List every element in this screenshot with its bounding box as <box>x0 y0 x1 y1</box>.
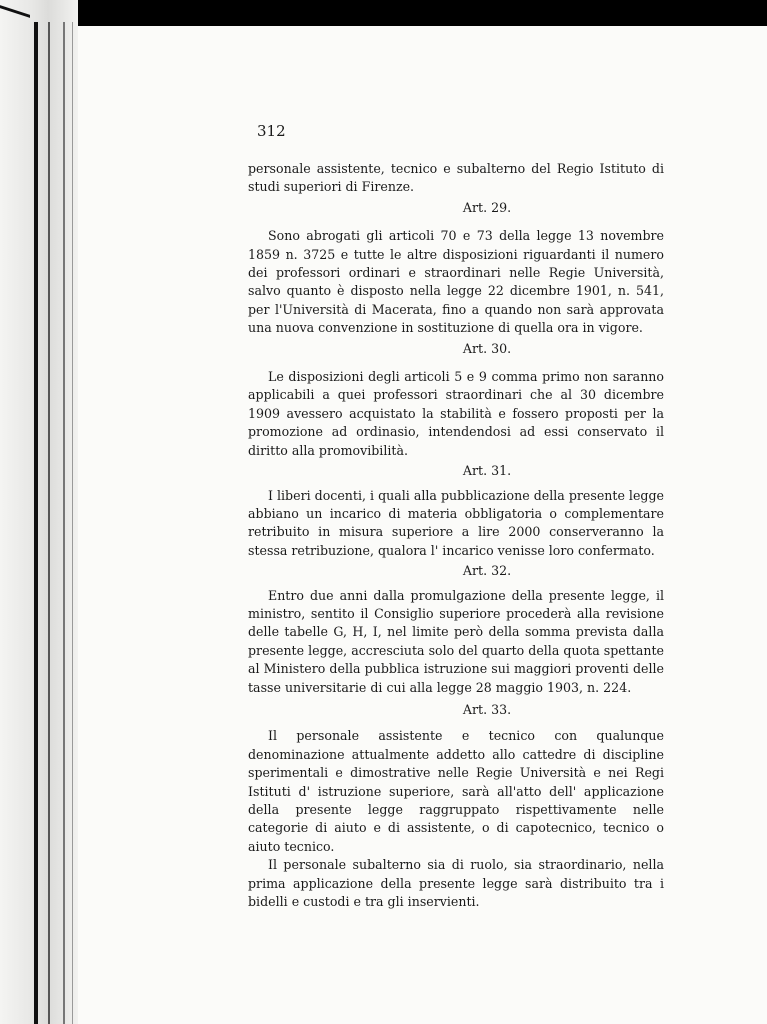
article-heading: Art. 31. <box>462 463 512 479</box>
article-paragraph: Le disposizioni degli articoli 5 e 9 comma primo non saranno applicabili a quei professori straordinari che al 30 dicembre 1909 avessero acquistato la stabilità e fossero proposti per la promozione ad ordinasio, intendendosi ad essi conservato il diritto alla promovibilità. <box>248 369 664 458</box>
gutter-edge-line <box>63 22 65 1024</box>
gutter-edge-line <box>34 22 38 1024</box>
scan-top-border <box>0 0 767 26</box>
article-paragraph: I liberi docenti, i quali alla pubblicazione della presente legge abbiano un incarico di materia obbligatoria o complementare retribuito in misura superiore a lire 2000 conserveranno la stessa retribuzione, qualora l' incarico venisse loro confermato. <box>248 487 664 558</box>
article-heading: Art. 33. <box>462 701 512 717</box>
article-heading: Art. 29. <box>462 199 512 215</box>
article-paragraph: Il personale subalterno sia di ruolo, sia straordinario, nella prima applicazione della presente legge sarà distribuito tra i bidelli e custodi e tra gli inservienti. <box>248 857 664 910</box>
article-heading: Art. 32. <box>462 563 512 579</box>
scan-corner-mark <box>0 5 30 40</box>
gutter-edge-line <box>72 22 73 1024</box>
book-binding-gutter <box>0 0 78 1024</box>
article-paragraph: Entro due anni dalla promulgazione della presente legge, il ministro, sentito il Consiglio superiore procederà alla revisione delle tabelle G, H, I, nel limite però della somma prevista dalla presente legge, accresciuta solo del quarto della quota spettante al Ministero della pubblica istruzione sui maggiori proventi delle tasse universitarie di cui alla legge 28 maggio 1903, n. 224. <box>248 587 664 695</box>
spacer <box>248 120 664 160</box>
gutter-edge-line <box>48 22 50 1024</box>
article-heading: Art. 30. <box>462 340 512 356</box>
body-text <box>248 120 664 911</box>
page-number: 312 <box>257 122 286 140</box>
article-paragraph: Il personale assistente e tecnico con qualunque denominazione attualmente addetto allo cattedre di discipline sperimentali e dimostrative nelle Regie Università e nei Regi Istituti d' istruzione superiore, sarà all'atto dell' applicazione della presente legge raggruppato rispettivamente nelle categorie di aiuto e di assistente, o di capotecnico, tecnico o aiuto tecnico. <box>248 728 664 854</box>
opening-paragraph: personale assistente, tecnico e subalterno del Regio Istituto di studi superiori di Firenze. <box>248 161 664 195</box>
article-paragraph: Sono abrogati gli articoli 70 e 73 della legge 13 novembre 1859 n. 3725 e tutte le altre disposizioni riguardanti il numero dei professori ordinari e straordinari nelle Regie Università, salvo quanto è disposto nella legge 22 dicembre 1901, n. 541, per l'Università di Macerata, fino a quando non sarà approvata una nuova convenzione in sostituzione di quella ora in vigore. <box>248 228 664 336</box>
